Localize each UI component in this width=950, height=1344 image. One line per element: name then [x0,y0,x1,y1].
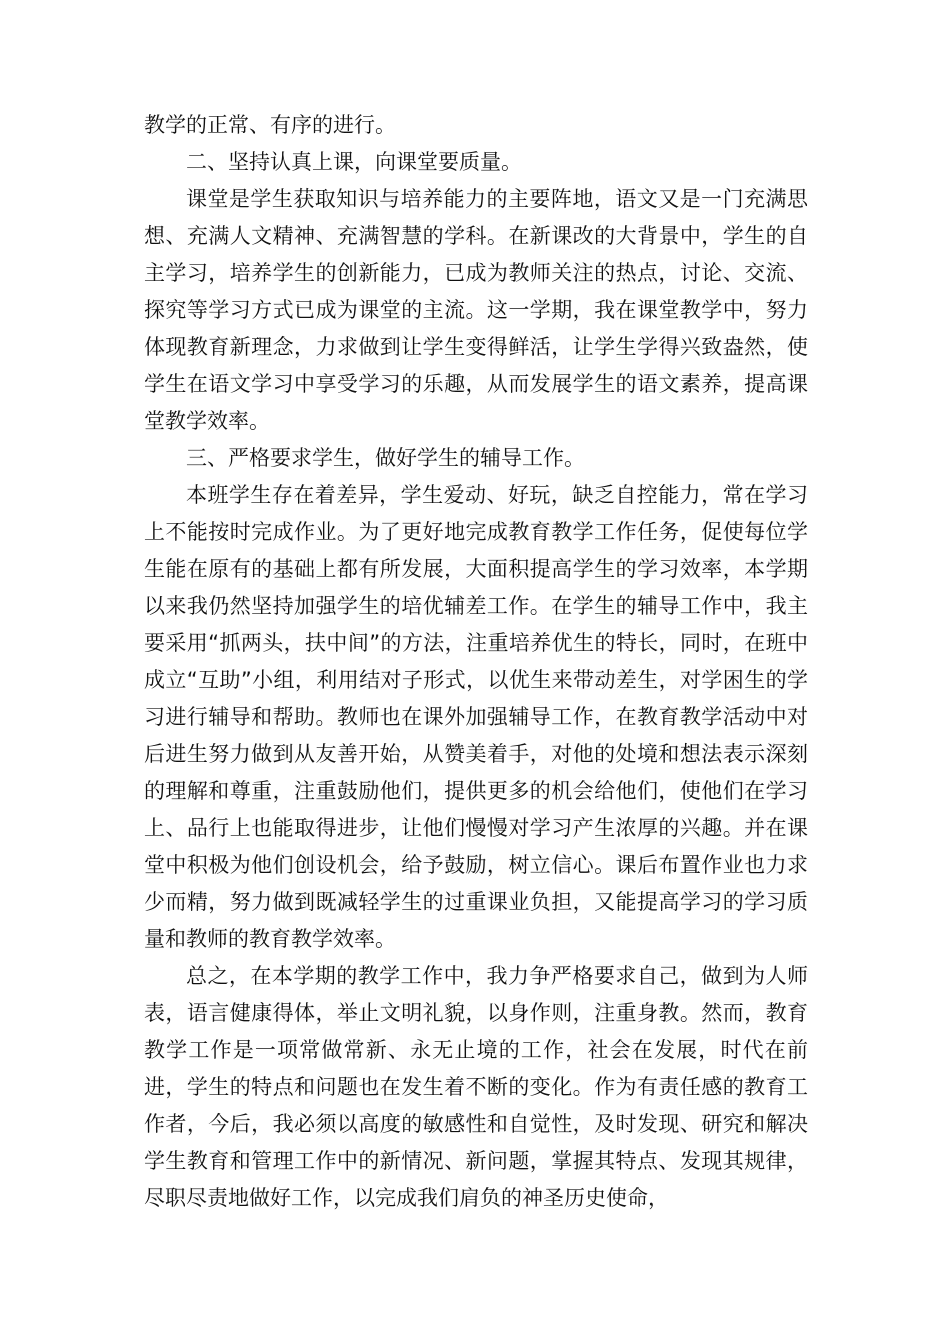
paragraph-continuation: 教学的正常、有序的进行。 [144,113,396,137]
document-body [144,107,808,1217]
paragraph-classroom: 课堂是学生获取知识与培养能力的主要阵地，语文又是一门充满思想、充满人文精神、充满智慧的学科。在新课改的大背景中，学生的自主学习，培养学生的创新能力，已成为教师关注的热点，讨论、交流、探究等学习方式已成为课堂的主流。这一学期，我在课堂教学中，努力体现教育新理念，力求做到让学生变得鲜活，让学生学得兴致盎然，使学生在语文学习中享受学习的乐趣，从而发展学生的语文素养，提高课堂教学效率。 [144,187,808,433]
paragraph-tutoring: 本班学生存在着差异，学生爱动、好玩，缺乏自控能力，常在学习上不能按时完成作业。为了更好地完成教育教学工作任务，促使每位学生能在原有的基础上都有所发展，大面积提高学生的学习效率，本学期以来我仍然坚持加强学生的培优辅差工作。在学生的辅导工作中，我主要采用“抓两头，扶中间”的方法，注重培养优生的特长，同时，在班中成立“互助”小组，利用结对子形式，以优生来带动差生，对学困生的学习进行辅导和帮助。教师也在课外加强辅导工作，在教育教学活动中对后进生努力做到从友善开始，从赞美着手，对他的处境和想法表示深刻的理解和尊重，注重鼓励他们，提供更多的机会给他们，使他们在学习上、品行上也能取得进步，让他们慢慢对学习产生浓厚的兴趣。并在课堂中积极为他们创设机会，给予鼓励，树立信心。课后布置作业也力求少而精，努力做到既减轻学生的过重课业负担，又能提高学习的学习质量和教师的教育教学效率。 [144,483,808,951]
section-heading-3: 三、严格要求学生，做好学生的辅导工作。 [186,446,585,470]
paragraph-summary: 总之，在本学期的教学工作中，我力争严格要求自己，做到为人师表，语言健康得体，举止文明礼貌，以身作则，注重身教。然而，教育教学工作是一项常做常新、永无止境的工作，社会在发展，时代在前进，学生的特点和问题也在发生着不断的变化。作为有责任感的教育工作者，今后，我必须以高度的敏感性和自觉性，及时发现、研究和解决学生教育和管理工作中的新情况、新问题，掌握其特点、发现其规律，尽职尽责地做好工作，以完成我们肩负的神圣历史使命， [144,964,808,1210]
section-heading-2: 二、坚持认真上课，向课堂要质量。 [186,150,522,174]
